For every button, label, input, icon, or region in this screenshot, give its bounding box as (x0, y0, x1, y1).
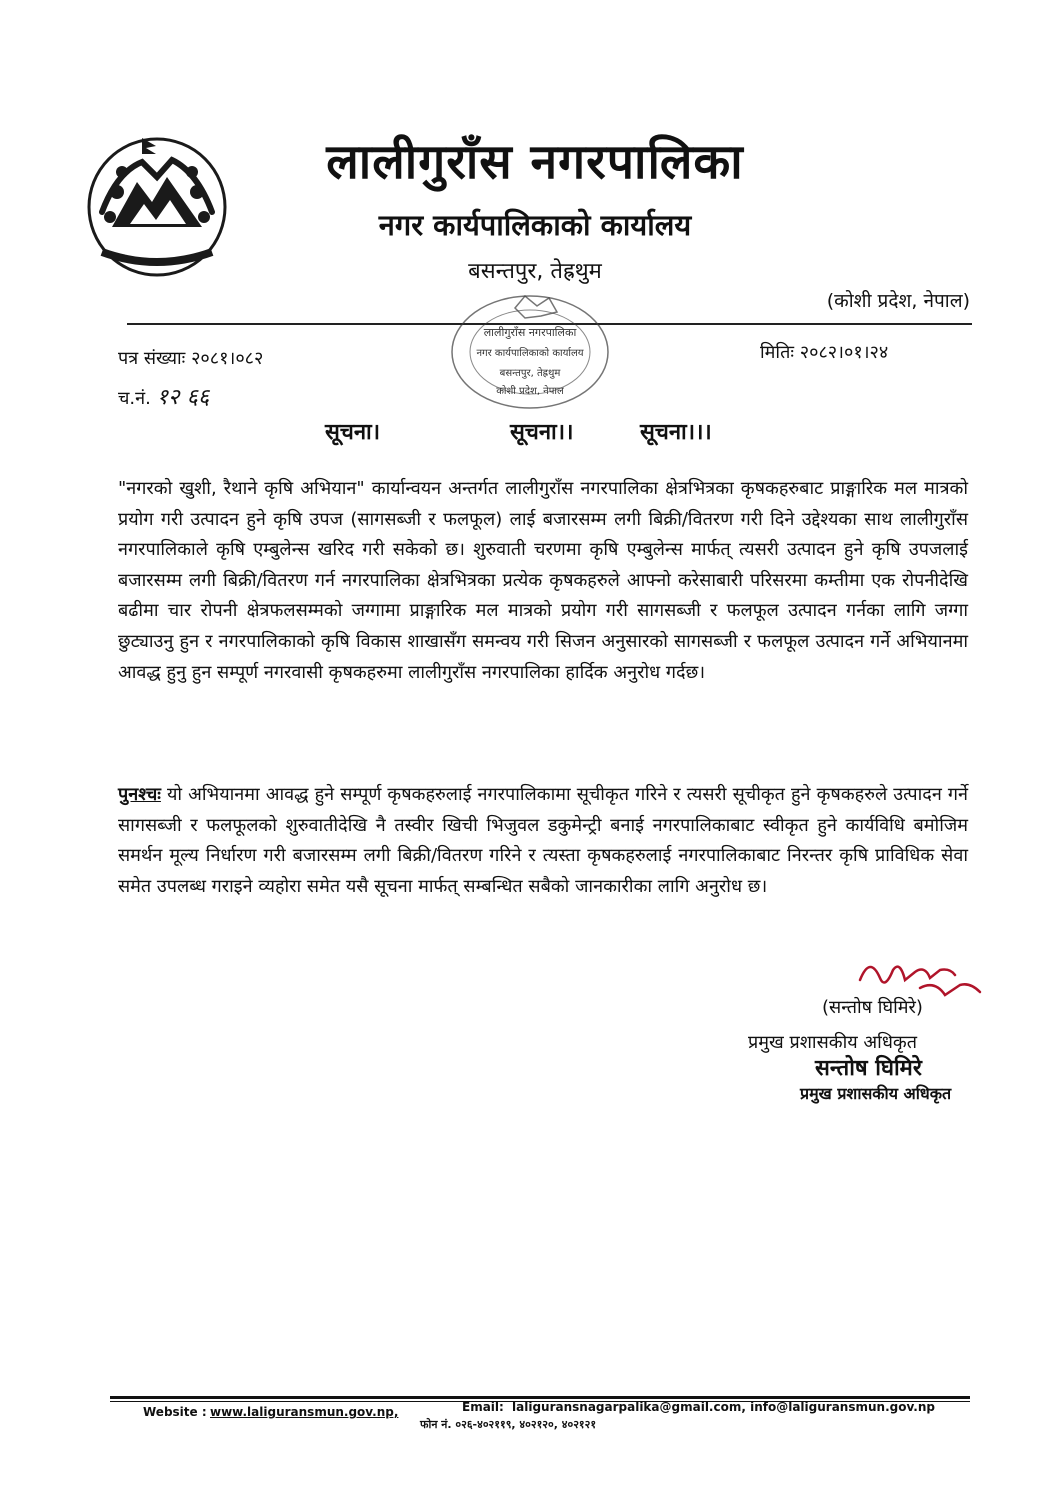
notice-heading: सूचना।। (510, 420, 574, 445)
dispatch-number (118, 381, 209, 411)
stamp-line-3: बसन्तपुर, तेह्रथुम (499, 368, 561, 379)
signatory-name: (सन्तोष घिमिरे) (822, 997, 923, 1018)
signatory-title: प्रमुख प्रशासकीय अधिकृत (748, 1032, 917, 1053)
stamp-line-2: नगर कार्यपालिकाको कार्यालय (476, 348, 584, 359)
office-round-stamp-icon (445, 290, 615, 415)
office-subtitle: नगर कार्यपालिकाको कार्यालय (378, 208, 692, 242)
province-label: (कोशी प्रदेश, नेपाल) (826, 290, 970, 312)
postscript-label: पुनश्चः (118, 784, 161, 805)
postscript-paragraph (118, 780, 968, 902)
nepal-government-emblem-icon (82, 132, 232, 282)
postscript-text: यो अभियानमा आवद्ध हुने सम्पूर्ण कृषकहरुलाई नगरपालिकामा सूचीकृत गरिने र त्यसरी सूचीकृत हुने कृषकहरुले उत्पादन गर्ने सागसब्जी र फलफूलको शुरुवातीदेखि नै तस्वीर खिची भिजुवल डकुमेन्ट्री बनाई नगरपालिकाबाट स्वीकृत हुने कार्यविधि बमोजिम समर्थन मूल्य निर्धारण गरी बजारसम्म लगी बिक्री/वितरण गरिने र त्यस्ता कृषकहरुलाई नगरपालिकाबाट निरन्तर कृषि प्राविधिक सेवा समेत उपलब्ध गराइने व्यहोरा समेत यसै सूचना मार्फत् सम्बन्धित सबैको जानकारीका लागि अनुरोध छ। (118, 784, 968, 897)
website-link[interactable]: www.laliguransmun.gov.np, (210, 1405, 399, 1419)
ref-label: पत्र संख्याः (118, 348, 186, 369)
notice-heading: सूचना। (325, 420, 381, 445)
notice-heading: सूचना।।। (640, 420, 712, 445)
letter-date (760, 340, 888, 364)
stamp-line-4: कोशी प्रदेश, नेपाल (496, 386, 564, 397)
website-label: Website : (143, 1405, 207, 1419)
notice-body-paragraph: "नगरको खुशी, रैथाने कृषि अभियान" कार्यान्वयन अन्तर्गत लालीगुराँस नगरपालिका क्षेत्रभित्रका कृषकहरुबाट प्राङ्गारिक मल मात्रको प्रयोग गरी उत्पादन हुने कृषि उपज (सागसब्जी र फलफूल) लाई बजारसम्म लगी बिक्री/वितरण गरी दिने उद्देश्यका साथ लालीगुराँस नगरपालिकाले कृषि एम्बुलेन्स खरिद गरी सकेको छ। शुरुवाती चरणमा कृषि एम्बुलेन्स मार्फत् त्यसरी उत्पादन हुने कृषि उपजलाई बजारसम्म लगी बिक्री/वितरण गर्न नगरपालिका क्षेत्रभित्रका प्रत्येक कृषकहरुले आफ्नो करेसाबारी परिसरमा कम्तीमा एक रोपनीदेखि बढीमा चार रोपनी क्षेत्रफलसम्मको जग्गामा प्राङ्गारिक मल मात्रको प्रयोग गरी सागसब्जी र फलफूल उत्पादन गर्नका लागि जग्गा छुट्याउनु हुन र नगरपालिकाको कृषि विकास शाखासँग समन्वय गरी सिजन अनुसारको सागसब्जी र फलफूल उत्पादन गर्ने अभियानमा आवद्ध हुनु हुन सम्पूर्ण नगरवासी कृषकहरुमा लालीगुराँस नगरपालिका हार्दिक अनुरोध गर्दछ। (118, 478, 968, 683)
email-label: Email: (462, 1400, 504, 1414)
date-label: मितिः (760, 342, 794, 363)
ref-value: २०८१।०८२ (191, 348, 264, 369)
signatory-title-stamp: प्रमुख प्रशासकीय अधिकृत (800, 1084, 952, 1103)
dispatch-label: च.नं. (118, 388, 151, 409)
date-value: २०८२।०१।२४ (799, 342, 889, 363)
stamp-line-1: लालीगुराँस नगरपालिका (483, 326, 577, 339)
phone-numbers: फोन नं. ०२६-४०२११९, ४०२१२०, ४०२१२१ (420, 1418, 597, 1431)
email-link[interactable]: laliguransnagarpalika@gmail.com, info@laliguransmun.gov.np (512, 1400, 935, 1414)
signatory-name-stamp: सन्तोष घिमिरे (815, 1056, 922, 1081)
office-address: बसन्तपुर, तेह्रथुम (468, 259, 602, 284)
footer-divider (110, 1396, 970, 1399)
municipality-title: लालीगुराँस नगरपालिका (326, 134, 744, 190)
dispatch-value: १२ ६६ (156, 385, 210, 410)
reference-number (118, 346, 263, 370)
